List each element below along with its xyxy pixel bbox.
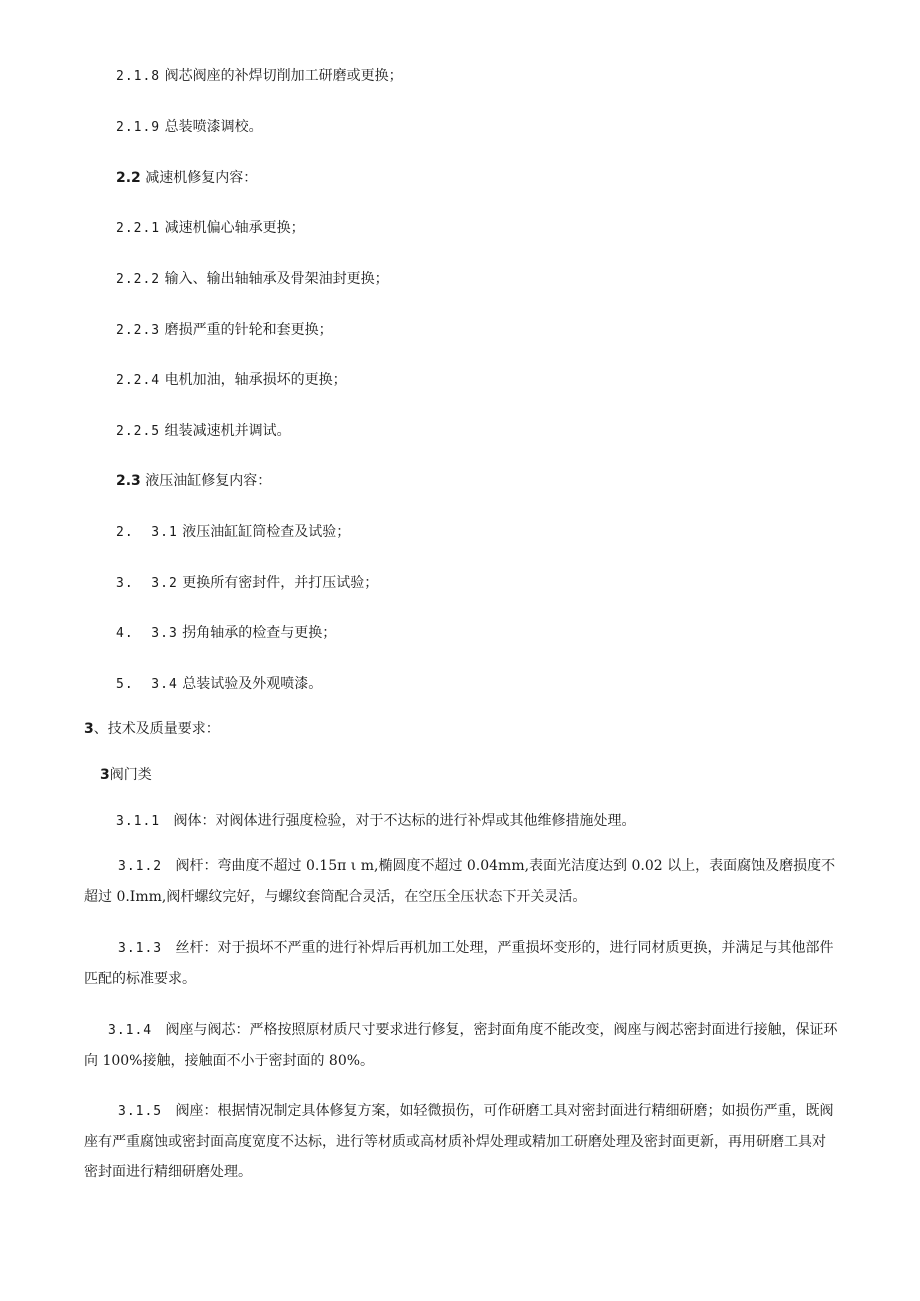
item-number: 2.2.5 xyxy=(116,424,161,439)
item-2-2-4 xyxy=(116,370,347,391)
item-text: 组装减速机并调试。 xyxy=(164,423,291,439)
para-number: 3.1.3 xyxy=(118,941,163,956)
item-number: 5. 3.4 xyxy=(116,677,178,692)
subsection-number: 3 xyxy=(100,767,110,783)
item-number: 3. 3.2 xyxy=(116,576,178,591)
section-3-heading xyxy=(84,719,220,739)
item-2-1-9 xyxy=(116,117,263,138)
item-2-2-2 xyxy=(116,269,389,290)
para-text: 阀座与阀芯：严格按照原材质尺寸要求进行修复，密封面角度不能改变，阀座与阀芯密封面进行接触，保证环向 100%接触，接触面不小于密封面的 80%。 xyxy=(84,1022,838,1069)
para-3-1-4 xyxy=(84,1015,839,1076)
item-text: 更换所有密封件，并打压试验； xyxy=(182,575,379,591)
para-3-1-3 xyxy=(84,933,839,994)
item-text: 拐角轴承的检查与更换； xyxy=(182,625,337,641)
item-text: 总装喷漆调校。 xyxy=(164,119,263,135)
item-3-1 xyxy=(116,522,350,543)
section-number: 3 xyxy=(84,721,94,737)
item-number: 2. 3.1 xyxy=(116,525,178,540)
item-text: 减速机偏心轴承更换； xyxy=(164,220,305,236)
item-number: 2.1.9 xyxy=(116,120,161,135)
subsection-title: 阀门类 xyxy=(109,767,152,783)
item-text: 液压油缸缸筒检查及试验； xyxy=(182,524,351,540)
item-number: 2.2.3 xyxy=(116,323,161,338)
item-number: 4. 3.3 xyxy=(116,626,178,641)
item-2-2-3 xyxy=(116,320,333,341)
item-text: 磨损严重的针轮和套更换； xyxy=(164,322,333,338)
heading-text: 液压油缸修复内容： xyxy=(145,473,272,489)
heading-number: 2.3 xyxy=(116,473,141,489)
para-text: 阀座：根据情况制定具体修复方案，如轻微损伤，可作研磨工具对密封面进行精细研磨；如损伤严重，既阀座有严重腐蚀或密封面高度宽度不达标，进行等材质或高材质补焊处理或精加工研磨处理及密封面更新，再用研磨工具对密封面进行精细研磨处理。 xyxy=(84,1103,834,1180)
para-3-1-1 xyxy=(116,811,636,832)
para-text: 阀杆：弯曲度不超过 0.15π ι m,椭圆度不超过 0.04mm,表面光洁度达到 0.02 以上，表面腐蚀及磨损度不超过 0.Imm,阀杆螺纹完好，与螺纹套筒配合灵活，在空压全压状态下开关灵活。 xyxy=(84,858,836,905)
subsection-valves xyxy=(100,765,152,785)
item-number: 2.2.1 xyxy=(116,221,161,236)
item-number: 2.2.2 xyxy=(116,272,161,287)
item-number: 2.1.8 xyxy=(116,69,161,84)
para-text: 丝杆：对于损坏不严重的进行补焊后再机加工处理，严重损坏变形的，进行同材质更换，并满足与其他部件匹配的标准要求。 xyxy=(84,940,834,987)
item-number: 2.2.4 xyxy=(116,373,161,388)
item-text: 电机加油，轴承损坏的更换； xyxy=(164,372,347,388)
para-number: 3.1.1 xyxy=(116,814,161,829)
item-2-2-1 xyxy=(116,218,305,239)
item-3-2 xyxy=(116,573,378,594)
section-title: 、技术及质量要求： xyxy=(93,721,220,737)
para-number: 3.1.5 xyxy=(118,1104,163,1119)
para-number: 3.1.2 xyxy=(118,859,163,874)
item-text: 阀芯阀座的补焊切削加工研磨或更换； xyxy=(164,68,403,84)
item-2-2-5 xyxy=(116,421,291,442)
para-3-1-2 xyxy=(84,851,839,912)
para-3-1-5 xyxy=(84,1096,839,1187)
heading-text: 减速机修复内容： xyxy=(145,170,258,186)
item-text: 总装试验及外观喷漆。 xyxy=(182,676,323,692)
heading-2-3 xyxy=(116,471,271,491)
item-3-3 xyxy=(116,623,336,644)
para-text: 阀体：对阀体进行强度检验，对于不达标的进行补焊或其他维修措施处理。 xyxy=(173,813,636,829)
item-2-1-8 xyxy=(116,66,403,87)
para-number: 3.1.4 xyxy=(108,1023,153,1038)
heading-number: 2.2 xyxy=(116,170,141,186)
heading-2-2 xyxy=(116,168,257,188)
item-text: 输入、输出轴轴承及骨架油封更换； xyxy=(164,271,389,287)
item-3-4 xyxy=(116,674,322,695)
